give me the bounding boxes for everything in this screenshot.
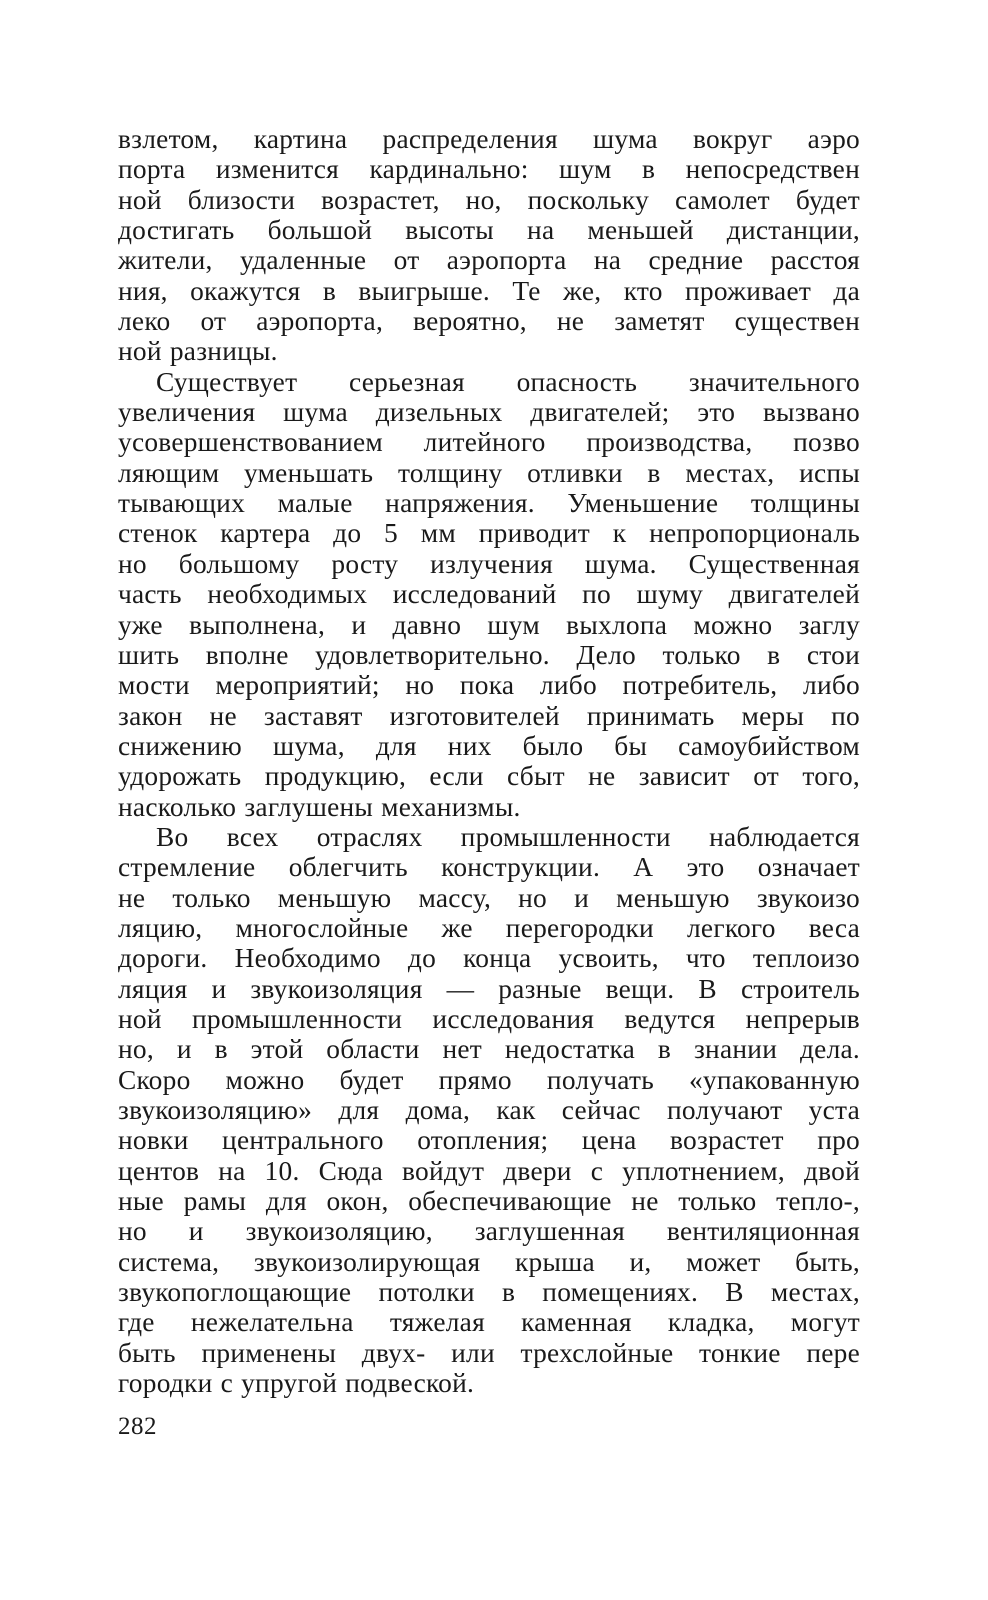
text-line: центов на 10. Сюда войдут двери с уплотнением, двой: [118, 1155, 860, 1186]
text-line: но и звукоизоляцию, заглушенная вентиляционная: [118, 1216, 860, 1247]
text-line: но, и в этой области нет недостатка в знании дела.: [118, 1034, 860, 1065]
text-line: не только меньшую массу, но и меньшую звукоизо: [118, 882, 860, 913]
text-line: порта изменится кардинально: шум в непосредствен: [118, 154, 860, 185]
text-line: ные рамы для окон, обеспечивающие не только тепло-,: [118, 1186, 860, 1217]
text-line: система, звукоизолирующая крыша и, может быть,: [118, 1246, 860, 1277]
text-line: городки с упругой подвеской.: [118, 1368, 475, 1399]
text-line: часть необходимых исследований по шуму двигателей: [118, 579, 860, 610]
text-line: увеличения шума дизельных двигателей; это вызвано: [118, 397, 860, 428]
paragraph-2: [118, 367, 860, 822]
text-line: звукопоглощающие потолки в помещениях. В местах,: [118, 1277, 860, 1308]
text-line: уже выполнена, и давно шум выхлопа можно заглу: [118, 609, 860, 640]
text-line: леко от аэропорта, вероятно, не заметят существен: [118, 306, 860, 337]
text-line: достигать большой высоты на меньшей дистанции,: [118, 215, 860, 246]
text-line: ляцию, многослойные же перегородки легкого веса: [118, 912, 860, 943]
text-line: быть применены двух- или трехслойные тонкие пере: [118, 1337, 860, 1368]
text-line: жители, удаленные от аэропорта на средние расстоя: [118, 245, 860, 276]
text-line: ляция и звукоизоляция — разные вещи. В строитель: [118, 973, 860, 1004]
text-line: мости мероприятий; но пока либо потребитель, либо: [118, 670, 860, 701]
text-line: ляющим уменьшать толщину отливки в местах, испы: [118, 457, 860, 488]
text-line: стремление облегчить конструкции. А это означает: [118, 852, 860, 883]
text-line: звукоизоляцию» для дома, как сейчас получают уста: [118, 1095, 860, 1125]
text-line: закон не заставят изготовителей принимать меры по: [118, 700, 860, 731]
text-line: снижению шума, для них было бы самоубийством: [118, 730, 860, 761]
page-body: [118, 124, 860, 1398]
paragraph-1: [118, 124, 860, 367]
text-line: стенок картера до 5 мм приводит к непропорциональ: [118, 518, 860, 549]
text-line: ной промышленности исследования ведутся непрерыв: [118, 1003, 860, 1034]
page-number: 282: [118, 1413, 157, 1440]
text-line: взлетом, картина распределения шума вокруг аэро: [118, 124, 860, 154]
text-line: ния, окажутся в выигрыше. Те же, кто проживает да: [118, 275, 860, 306]
text-line: где нежелательна тяжелая каменная кладка, могут: [118, 1307, 860, 1338]
text-line: ной разницы.: [118, 336, 278, 367]
text-line: новки центрального отопления; цена возрастет про: [118, 1125, 860, 1156]
text-line: Скоро можно будет прямо получать «упакованную: [118, 1064, 860, 1095]
text-line: дороги. Необходимо до конца усвоить, что теплоизо: [118, 943, 860, 974]
paragraph-3: [118, 822, 860, 1399]
text-line: Во всех отраслях промышленности наблюдается: [156, 821, 860, 852]
text-line: удорожать продукцию, если сбыт не зависит от того,: [118, 761, 860, 792]
text-line: тывающих малые напряжения. Уменьшение толщины: [118, 488, 860, 519]
text-line: ной близости возрастет, но, поскольку самолет будет: [118, 184, 860, 215]
text-line: насколько заглушены механизмы.: [118, 791, 521, 822]
text-line: шить вполне удовлетворительно. Дело только в стои: [118, 639, 860, 670]
text-line: Существует серьезная опасность значительного: [156, 366, 860, 397]
text-line: но большому росту излучения шума. Существенная: [118, 548, 860, 579]
text-line: усовершенствованием литейного производства, позво: [118, 427, 860, 458]
